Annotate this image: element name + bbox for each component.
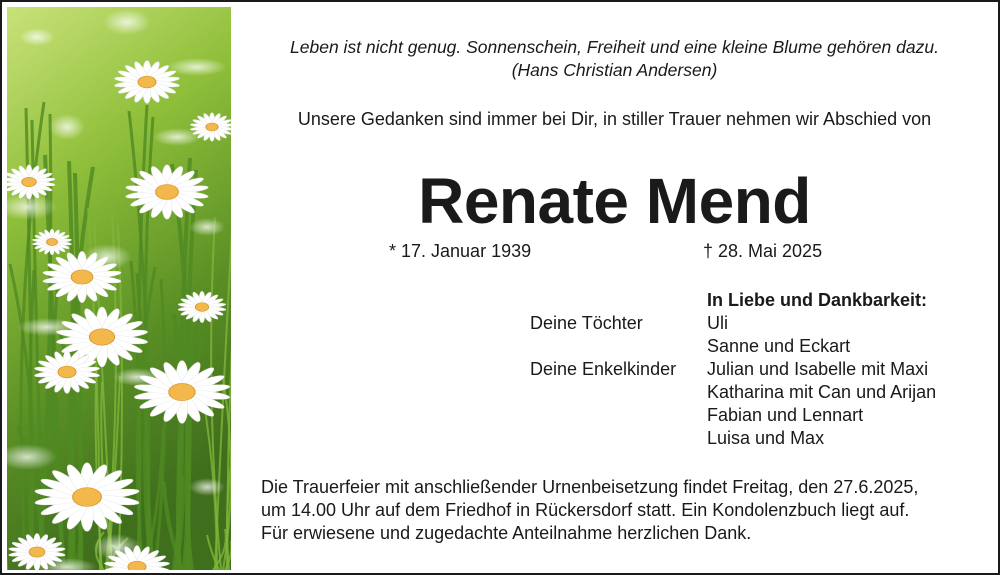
mourner-names: Katharina mit Can und Arijan bbox=[707, 382, 937, 402]
mourner-relation: Deine Enkelkinder bbox=[530, 359, 677, 379]
deceased-name: Renate Mend bbox=[418, 165, 811, 237]
mourner-names: Uli bbox=[707, 313, 728, 333]
closing-line: Für erwiesene und zugedachte Anteilnahme herzlichen Dank. bbox=[261, 523, 752, 543]
birth-date: * 17. Januar 1939 bbox=[389, 241, 532, 261]
quote-author: (Hans Christian Andersen) bbox=[511, 60, 718, 80]
closing-line: Die Trauerfeier mit anschließender Urnenbeisetzung findet Freitag, den 27.6.2025, bbox=[261, 477, 919, 497]
mourner-names: Julian und Isabelle mit Maxi bbox=[707, 359, 929, 379]
intro-text: Unsere Gedanken sind immer bei Dir, in stiller Trauer nehmen wir Abschied von bbox=[297, 109, 932, 129]
closing-text bbox=[261, 476, 981, 545]
mourners-heading: In Liebe und Dankbarkeit: bbox=[707, 290, 928, 310]
mourner-names: Fabian und Lennart bbox=[707, 405, 864, 425]
mourner-names: Sanne und Eckart bbox=[707, 336, 851, 356]
death-date: † 28. Mai 2025 bbox=[703, 241, 823, 261]
quote-block bbox=[242, 36, 987, 82]
quote-text: Leben ist nicht genug. Sonnenschein, Freiheit und eine kleine Blume gehören dazu. bbox=[290, 37, 939, 57]
closing-line: um 14.00 Uhr auf dem Friedhof in Rückersdorf statt. Ein Kondolenzbuch liegt auf. bbox=[261, 500, 910, 520]
mourner-names: Luisa und Max bbox=[707, 428, 825, 448]
mourner-relation: Deine Töchter bbox=[530, 313, 643, 333]
daisy-meadow-photo bbox=[7, 7, 231, 570]
daisy-meadow-image bbox=[7, 7, 231, 570]
